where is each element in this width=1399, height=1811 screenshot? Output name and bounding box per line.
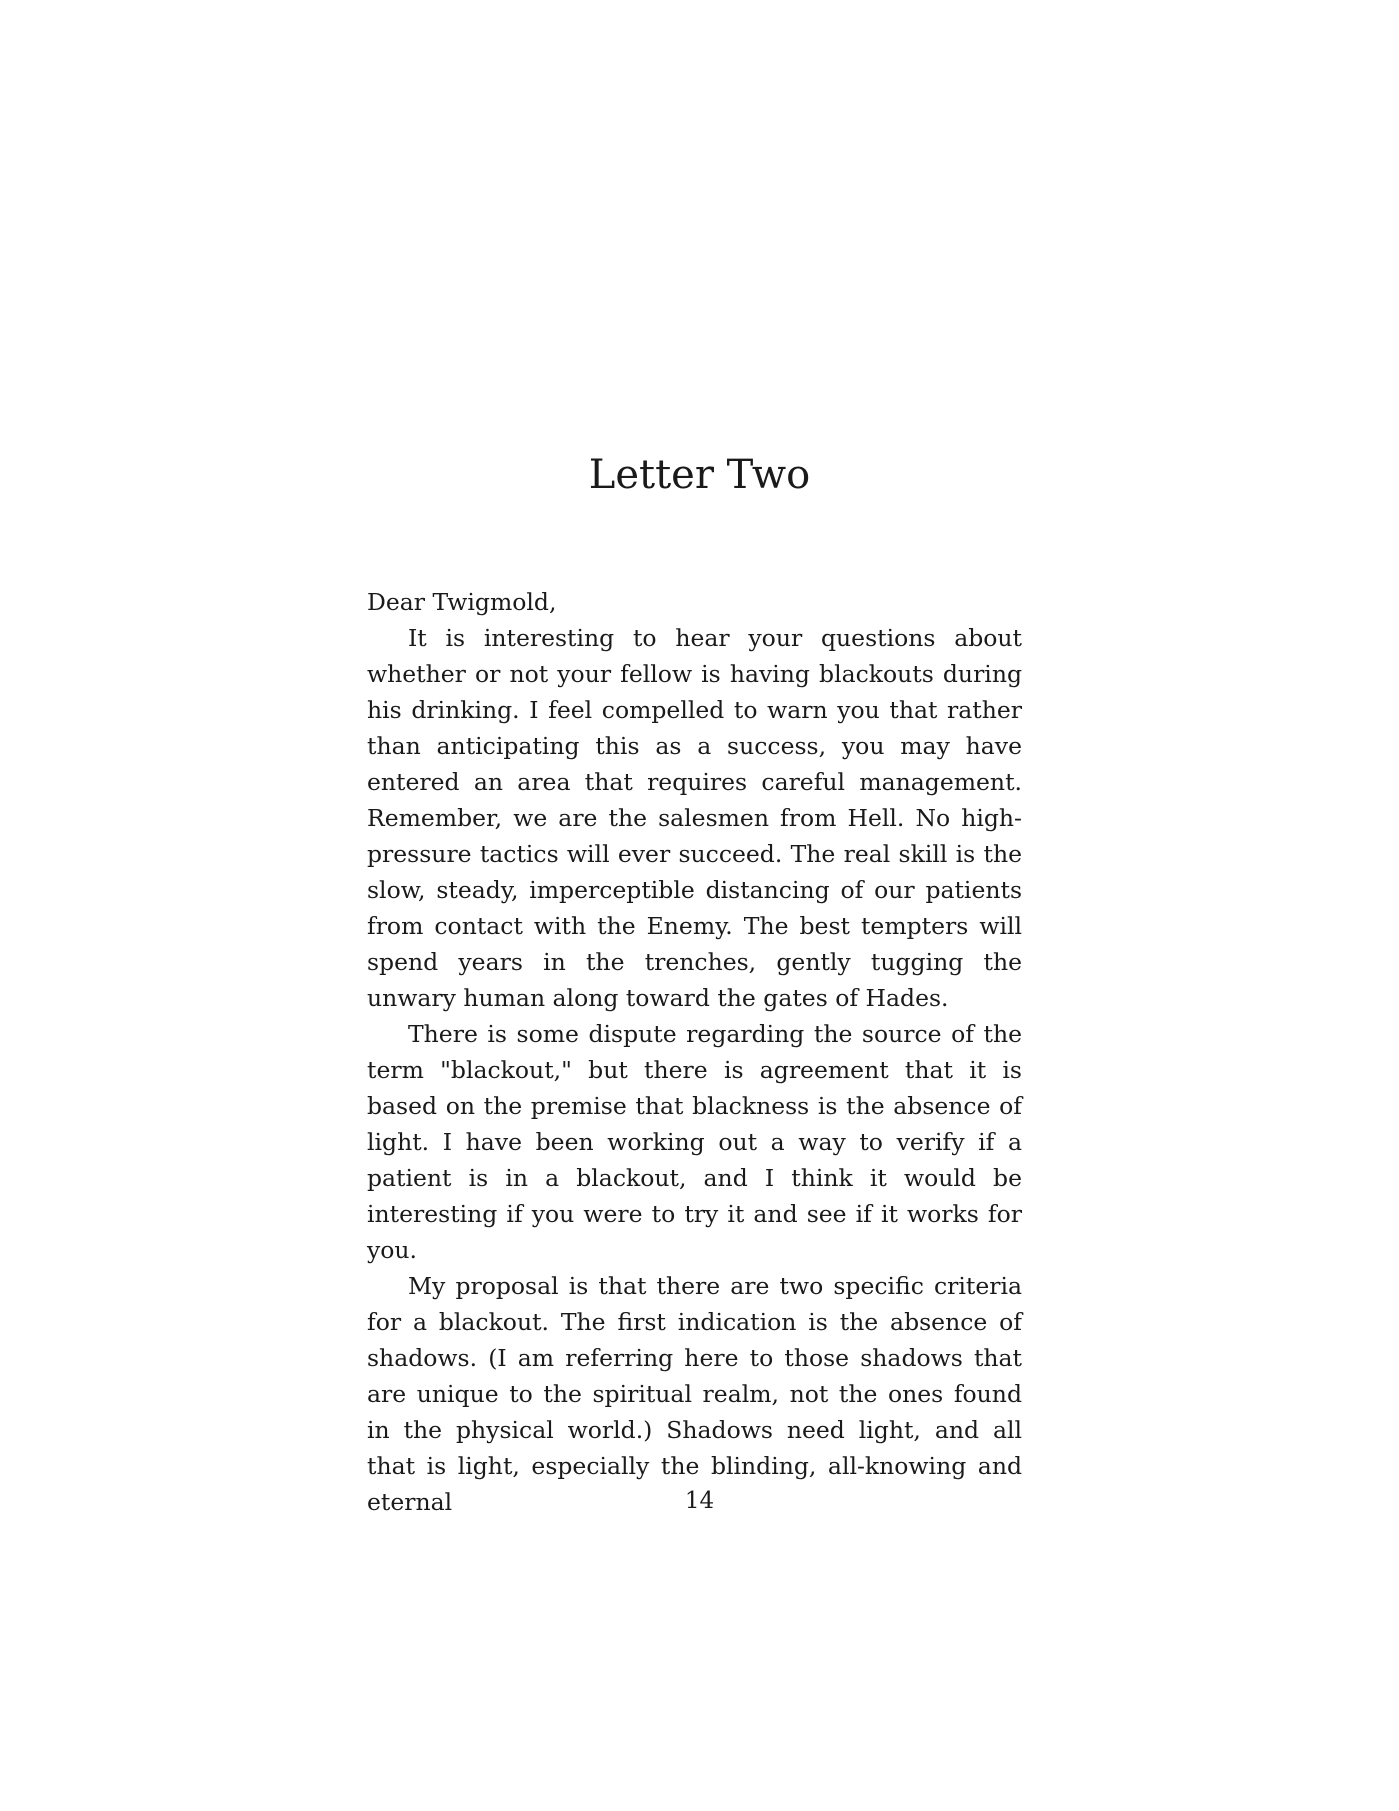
page-number: 14 [684,1488,715,1514]
paragraph-3: My proposal is that there are two specific criteria for a blackout. The first indication is the absence of shadows. (I am referring here to those shadows that are unique to the spiritual realm, not the ones found in the physical world.) Shadows need light, and all that is light, especially the blinding, all-knowing and eternal [367,1272,1022,1516]
paragraph-2: There is some dispute regarding the source of the term "blackout," but there is agreement that it is based on the premise that blackness is the absence of light. I have been working out a way to verify if a patient is in a blackout, and I think it would be interesting if you were to try it and see if it works for you. [367,1020,1022,1264]
paragraph-1: It is interesting to hear your questions about whether or not your fellow is having blackouts during his drinking. I feel compelled to warn you that rather than anticipating this as a success, you may have entered an area that requires careful management. Remember, we are the salesmen from Hell. No high-pressure tactics will ever succeed. The real skill is the slow, steady, imperceptible distancing of our patients from contact with the Enemy. The best tempters will spend years in the trenches, gently tugging the unwary human along toward the gates of Hades. [367,624,1022,1012]
letter-body [367,584,1022,1520]
chapter-title: Letter Two [588,452,811,498]
salutation: Dear Twigmold, [367,588,557,616]
